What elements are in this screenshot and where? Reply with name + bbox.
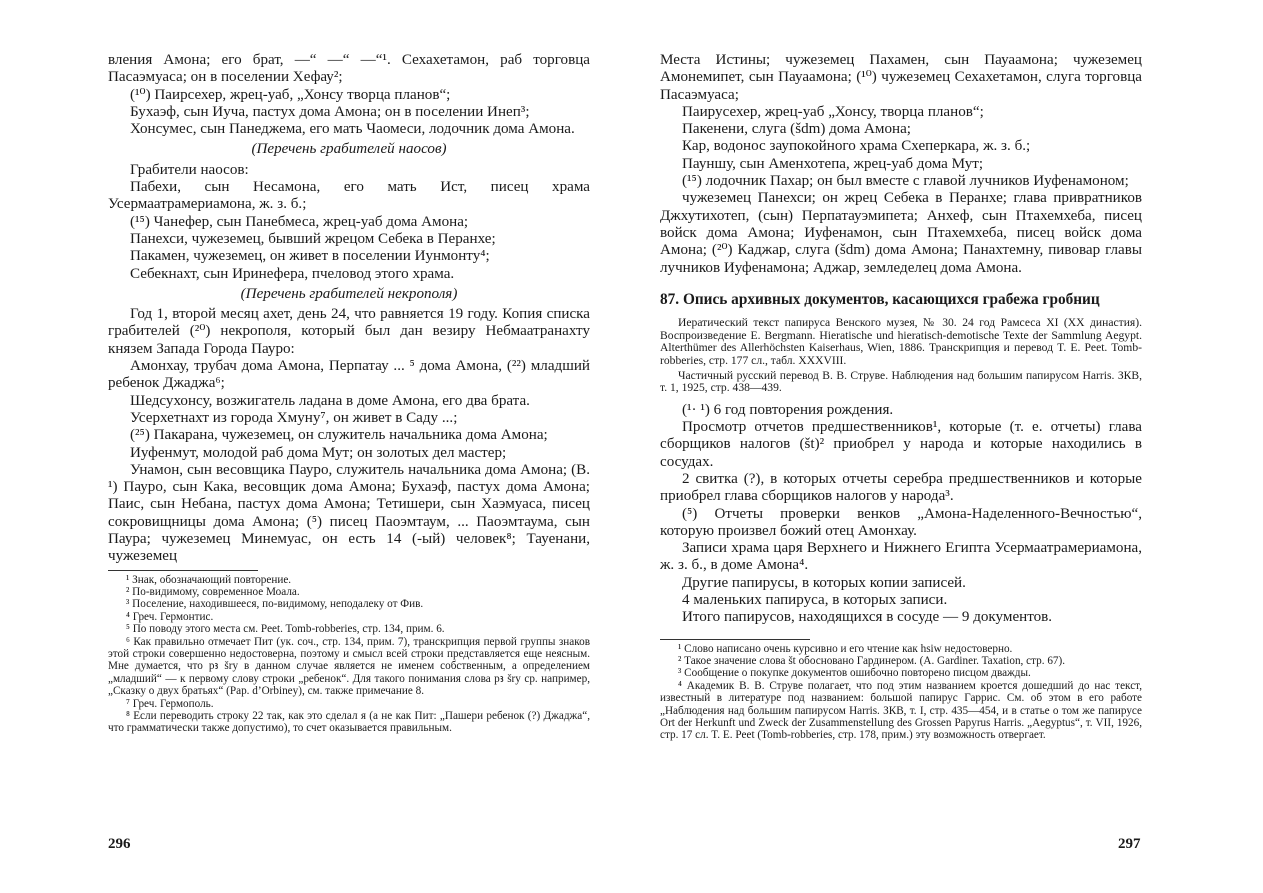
footnote: ⁵ По поводу этого места см. Peet. Tomb-robberies, стр. 134, прим. 6.	[126, 623, 445, 636]
left-footnotes	[108, 574, 590, 735]
source-notes	[660, 317, 1142, 395]
left-subheading-naos: (Перечень грабителей наосов)	[251, 141, 447, 158]
left-paragraph: Пабехи, сын Несамона, его мать Ист, писец храма Усермаатрамериамона, ж. з. б.;	[108, 179, 590, 213]
left-paragraph: вления Амона; его брат, —“ —“ —“¹. Сехахетамон, раб торговца Пасаэмуаса; он в поселении Хефау²;	[108, 52, 590, 86]
left-paragraph: Себекнахт, сын Иринефера, пчеловод этого храма.	[130, 265, 455, 282]
footnote: ² Такое значение слова št обосновано Гардинером. (A. Gardiner. Taxation, стр. 67).	[678, 654, 1066, 667]
right-paragraph: Кар, водонос заупокойного храма Схеперкара, ж. з. б.;	[682, 138, 1031, 155]
source-note: Иератический текст папируса Венского музея, № 30. 24 год Рамсеса XI (XX династия). Воспроизведение E. Bergmann. Hieratische und hieratisch-demotische Texte der Sammlung Aegypt. Alterthümer des Allerhöchsten Kaiserhaus, Wien, 1886. Транскрипция и перевод T. E. Peet. Tomb-robberies, стр. 177 сл., табл. XXXVIII.	[660, 316, 1142, 367]
right-paragraph: Другие папирусы, в которых копии записей.	[682, 574, 966, 591]
left-paragraph: (²⁵) Пакарана, чужеземец, он служитель начальника дома Амона;	[130, 427, 548, 444]
left-paragraph: Грабители наосов:	[130, 161, 249, 178]
left-paragraph: Год 1, второй месяц ахет, день 24, что равняется 19 году. Копия списка грабителей (²⁰) некрополя, который был дан везиру Небмаатранахту князем Запада Города Пауро:	[108, 306, 590, 357]
right-paragraph: (¹· ¹) 6 год повторения рождения.	[682, 401, 894, 418]
right-page	[660, 52, 1142, 742]
left-paragraph: Унамон, сын весовщика Пауро, служитель начальника дома Амона; (В. ¹) Пауро, сын Кака, весовщик дома Амона; Бухаэф, пастух дома Амона; Паис, сын Небана, пастух дома Амона; Тетишери, сын Хаэмуаса, писец сокровищницы дома Амона; (⁵) писец Паоэмтаум, ... Паоэмтаума, сын Паура; чужеземец Минемуас, он есть 14 (-ый) человек⁸; Тауенани, чужеземец	[108, 461, 590, 565]
right-footnote-rule	[660, 639, 810, 640]
right-footnotes	[660, 643, 1142, 742]
left-footnote-rule	[108, 570, 258, 571]
left-paragraph: Усерхетнахт из города Хмуну⁷, он живет в Саду ...;	[130, 409, 458, 426]
footnote: ³ Сообщение о покупке документов ошибочно повторено писцом дважды.	[678, 667, 1031, 680]
spacer	[660, 395, 1142, 402]
left-paragraph: Хонсумес, сын Панеджема, его мать Чаомеси, лодочник дома Амона.	[130, 121, 575, 138]
right-paragraph: Записи храма царя Верхнего и Нижнего Египта Усермаатрамериамона, ж. з. б., в доме Амона⁴.	[660, 540, 1142, 574]
right-paragraph: Места Истины; чужеземец Пахамен, сын Пауаамона; чужеземец Амонемипет, сын Пауаамона; (¹⁰) чужеземец Сехахетамон, слуга торговца Пасаэмуаса;	[660, 52, 1142, 103]
right-paragraph: Просмотр отчетов предшественников¹, которые (т. е. отчеты) глава сборщиков налогов (št)² приобрел у народа и которые находились в сосудах.	[660, 419, 1142, 470]
right-paragraph: чужеземец Панехси; он жрец Себека в Перанхе; глава привратников Джхутихотеп, (сын) Перпатауэмипета; Анхеф, сын Птахемхеба, писец войск дома Амона; Иуфенамон, сын Птахемхеба, писец войск дома Амона; (²⁰) Каджар, слуга (šdm) дома Амона; Панахтемну, пивовар главы лучников Иуфенамона; Аджар, земледелец дома Амона.	[660, 190, 1142, 276]
footnote: ⁶ Как правильно отмечает Пит (ук. соч., стр. 134, прим. 7), транскрипция первой группы знаков этой строки совершенно недостоверна, поэтому и смысл всей строки представляется еще неясным. Мне думается, что pꜣ šry в данном случае является не именем собственным, а определением „младший“ — к первому слову строки „ребенок“. Для такого понимания слова pꜣ šry ср. например, „Сказку о двух братьях“ (Pap. d’Orbiney), см. также примечание 8.	[108, 635, 590, 698]
footnote: ¹ Слово написано очень курсивно и его чтение как hsiw недостоверно.	[678, 642, 1013, 655]
right-paragraph: (⁵) Отчеты проверки венков „Амона-Наделенного-Вечностью“, которую произвел божий отец Амонхау.	[660, 505, 1142, 539]
footnote: ⁷ Греч. Гермополь.	[126, 697, 214, 710]
left-paragraph: Амонхау, трубач дома Амона, Перпатау ... ⁵ дома Амона, (²²) младший ребенок Джаджа⁶;	[108, 358, 590, 392]
right-paragraph: 2 свитка (?), в которых отчеты серебра предшественников и которые приобрел глава сборщиков налогов у народа³.	[660, 470, 1142, 505]
section-heading: 87. Опись архивных документов, касающихся грабежа гробниц	[660, 290, 1100, 308]
page-number-right: 297	[1118, 836, 1141, 852]
left-body-text	[108, 52, 590, 566]
right-paragraph: (¹⁵) лодочник Пахар; он был вместе с главой лучников Иуфенамоном;	[682, 173, 1129, 190]
left-paragraph: Бухаэф, сын Иуча, пастух дома Амона; он в поселении Инеп³;	[130, 103, 530, 120]
left-paragraph: (¹⁵) Чанефер, сын Панебмеса, жрец-уаб дома Амона;	[130, 213, 469, 230]
source-note: Частичный русский перевод В. В. Струве. Наблюдения над большим папирусом Harris. ЗКВ, т. 1, 1925, стр. 438—439.	[660, 368, 1142, 395]
footnote: ³ Поселение, находившееся, по-видимому, неподалеку от Фив.	[126, 598, 424, 611]
footnote: ⁴ Греч. Гермонтис.	[126, 610, 214, 623]
left-paragraph: Шедсухонсу, возжигатель ладана в доме Амона, его два брата.	[130, 392, 530, 409]
right-paragraph: Пакенени, слуга (šdm) дома Амона;	[682, 121, 911, 138]
left-paragraph: (¹⁰) Паирсехер, жрец-уаб, „Хонсу творца планов“;	[130, 86, 451, 103]
footnote: ¹ Знак, обозначающий повторение.	[126, 573, 292, 586]
page-number-left: 296	[108, 836, 131, 852]
left-subheading-necropolis: (Перечень грабителей некрополя)	[240, 285, 458, 302]
footnote: ⁴ Академик В. В. Струве полагает, что под этим названием кроется дошедший до нас текст, известный в литературе под названием: большой папирус Гаррис. См. об этом в его работе „Наблюдения над большим папирусом Harris. ЗКВ, т. I, стр. 435—454, и в статье о том же папирусе Ort der Herkunft und Zweck der Zusammenstellung des Grossen Papyrus Harris. „Aegyptus“, т. VII, 1926, стр. 17 сл. T. E. Peet (Tomb-robberies, стр. 178, прим.) эту возможность отвергает.	[660, 679, 1142, 742]
right-paragraph: 4 маленьких папируса, в которых записи.	[682, 591, 948, 608]
right-body-text-2	[660, 402, 1142, 627]
footnote: ² По-видимому, современное Моала.	[126, 586, 300, 599]
right-paragraph: Паирусехер, жрец-уаб „Хонсу, творца планов“;	[682, 103, 984, 120]
right-paragraph: Итого папирусов, находящихся в сосуде — 9 документов.	[682, 609, 1053, 626]
left-paragraph: Иуфенмут, молодой раб дома Мут; он золотых дел мастер;	[130, 444, 507, 461]
left-paragraph: Панехси, чужеземец, бывший жрецом Себека в Перанхе;	[130, 230, 496, 247]
footnote: ⁸ Если переводить строку 22 так, как это сделал я (а не как Пит: „Пашери ребенок (?) Джаджа“, что грамматически также допустимо), то счет оказывается правильным.	[108, 710, 590, 735]
right-paragraph: Пауншу, сын Аменхотепа, жрец-уаб дома Мут;	[682, 155, 984, 172]
left-page	[108, 52, 590, 735]
right-body-text	[660, 52, 1142, 308]
left-paragraph: Пакамен, чужеземец, он живет в поселении Иунмонту⁴;	[130, 248, 490, 265]
